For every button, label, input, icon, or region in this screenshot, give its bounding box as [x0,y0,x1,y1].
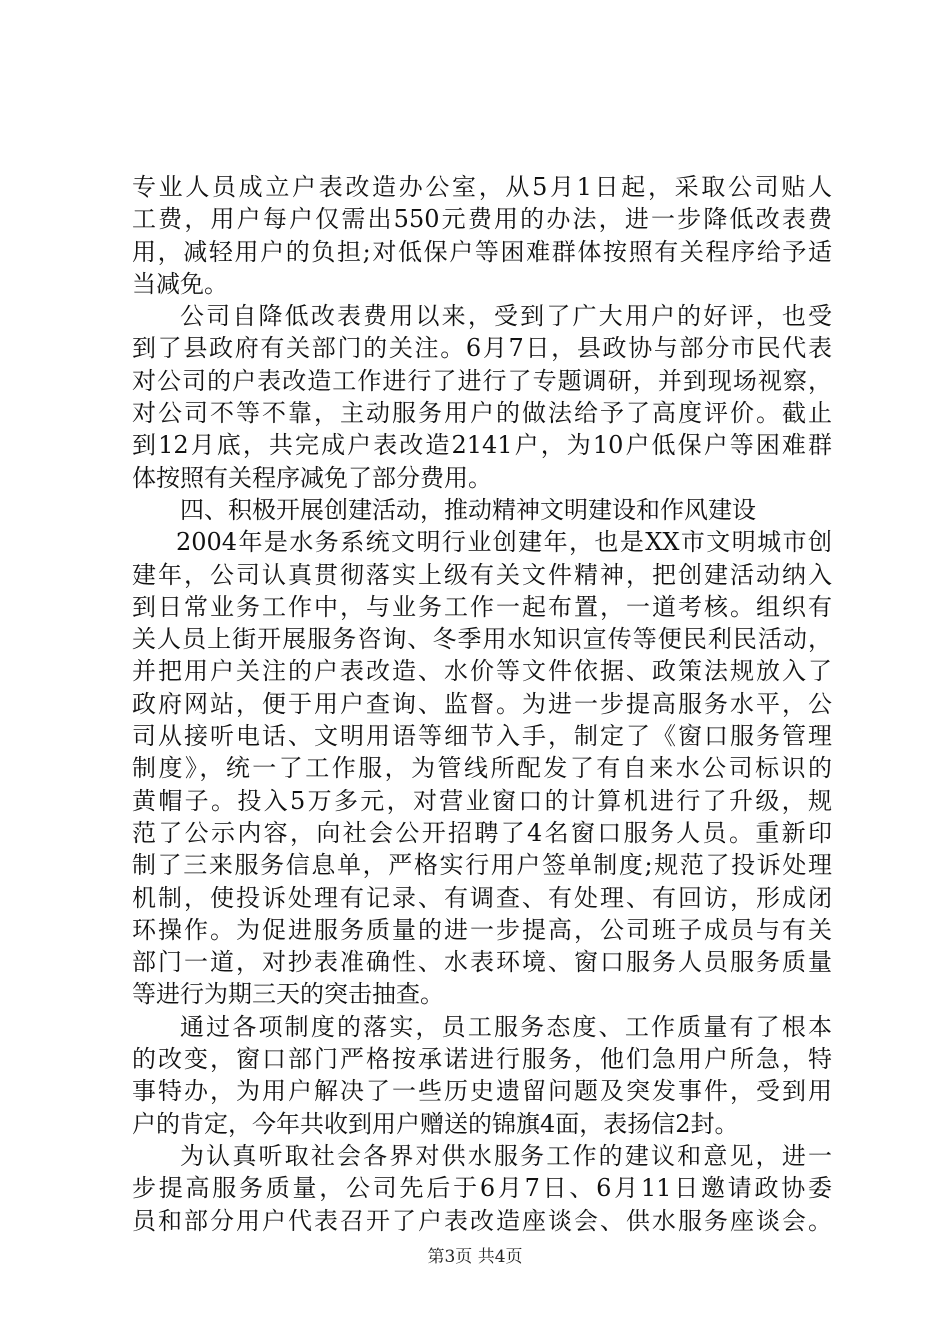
text-line: 步提高服务质量，公司先后于6月7日、6月11日邀请政协委 [132,1174,832,1203]
text-line: 户的肯定，今年共收到用户赠送的锦旗4面，表扬信2封。 [132,1109,739,1138]
text-line: 机制，使投诉处理有记录、有调查、有处理、有回访，形成闭 [132,883,832,912]
text-line: 黄帽子。投入5万多元，对营业窗口的计算机进行了升级，规 [132,786,832,815]
text-line: 当减免。 [132,269,228,298]
text-line: 公司自降低改表费用以来，受到了广大用户的好评，也受 [180,302,832,331]
text-line: 部门一道，对抄表准确性、水表环境、窗口服务人员服务质量 [132,948,832,977]
text-line: 环操作。为促进服务质量的进一步提高，公司班子成员与有关 [132,915,832,944]
text-line: 到日常业务工作中，与业务工作一起布置，一道考核。组织有 [132,592,832,621]
text-line: 为认真听取社会各界对供水服务工作的建议和意见，进一 [180,1141,832,1170]
text-line: 等进行为期三天的突击抽查。 [132,980,444,1009]
text-line: 到了县政府有关部门的关注。6月7日，县政协与部分市民代表 [132,334,832,363]
text-line: 的改变，窗口部门严格按承诺进行服务，他们急用户所急，特 [132,1045,832,1074]
text-line: 事特办，为用户解决了一些历史遗留问题及突发事件，受到用 [132,1077,832,1106]
text-line: 对公司不等不靠，主动服务用户的做法给予了高度评价。截止 [132,399,832,428]
page-number-footer: 第3页 共4页 [427,1247,523,1267]
section-heading: 四、积极开展创建活动，推动精神文明建设和作风建设 [180,495,756,524]
text-line: 专业人员成立户表改造办公室，从5月1日起，采取公司贴人 [132,173,832,201]
text-line: 建年，公司认真贯彻落实上级有关文件精神，把创建活动纳入 [132,560,832,589]
document-body [132,171,832,1237]
text-line: 政府网站，便于用户查询、监督。为进一步提高服务水平，公 [132,689,832,718]
text-line: 关人员上街开展服务咨询、冬季用水知识宣传等便民利民活动， [132,625,832,654]
text-line: 2004年是水务系统文明行业创建年，也是XX市文明城市创 [176,528,832,557]
text-line: 通过各项制度的落实，员工服务态度、工作质量有了根本 [180,1012,832,1041]
text-line: 工费，用户每户仅需出550元费用的办法，进一步降低改表费 [132,205,832,234]
text-line: 体按照有关程序减免了部分费用。 [132,463,492,492]
text-line: 对公司的户表改造工作进行了进行了专题调研，并到现场视察， [132,366,832,395]
text-line: 制度》，统一了工作服，为管线所配发了有自来水公司标识的 [132,754,832,783]
text-line: 员和部分用户代表召开了户表改造座谈会、供水服务座谈会。 [132,1206,832,1235]
text-line: 用，减轻用户的负担;对低保户等困难群体按照有关程序给予适 [132,237,832,266]
text-line: 并把用户关注的户表改造、水价等文件依据、政策法规放入了 [132,657,832,686]
text-line: 到12月底，共完成户表改造2141户，为10户低保户等困难群 [132,431,832,460]
text-line: 范了公示内容，向社会公开招聘了4名窗口服务人员。重新印 [132,818,832,847]
text-line: 司从接听电话、文明用语等细节入手，制定了《窗口服务管理 [132,722,832,751]
text-line: 制了三来服务信息单，严格实行用户签单制度;规范了投诉处理 [132,851,832,880]
